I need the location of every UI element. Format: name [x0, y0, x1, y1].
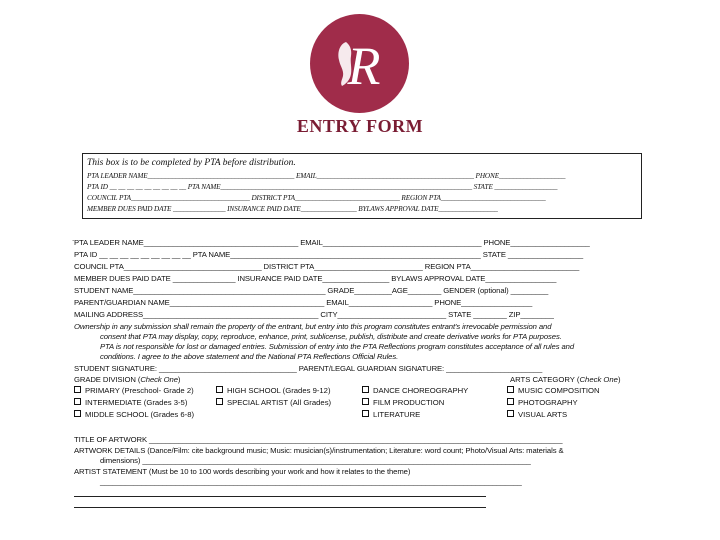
artist-statement-blank[interactable]: _____________________________________________________________________________________________________: [100, 477, 522, 486]
pta-box-line[interactable]: COUNCIL PTA__________________________________ DISTRICT PTA______________________________ REGION PTA______________________________: [87, 194, 546, 202]
stray-dot: .: [72, 235, 75, 243]
grade-option-special-artist[interactable]: SPECIAL ARTIST (All Grades): [216, 398, 331, 407]
reflections-logo: [310, 14, 409, 113]
page-title: ENTRY FORM: [296, 116, 424, 136]
statement-rule[interactable]: [74, 507, 486, 508]
checkbox[interactable]: [216, 398, 223, 405]
arts-option-photography[interactable]: PHOTOGRAPHY: [507, 398, 578, 407]
checkbox[interactable]: [362, 410, 369, 417]
signature-line[interactable]: STUDENT SIGNATURE: _________________________________ PARENT/LEGAL GUARDIAN SIGNATURE: _______________________: [74, 364, 543, 373]
title-of-artwork-line[interactable]: TITLE OF ARTWORK ___________________________________________________________________________________________________: [74, 435, 563, 444]
reflections-logo-graphic: [310, 14, 409, 113]
grade-option-middle-school[interactable]: MIDDLE SCHOOL (Grades 6-8): [74, 410, 194, 419]
grade-option-high-school[interactable]: HIGH SCHOOL (Grades 9-12): [216, 386, 331, 395]
checkbox[interactable]: [74, 398, 81, 405]
parent-guardian-line[interactable]: PARENT/GUARDIAN NAME_____________________________________ EMAIL____________________ PHONE_________________: [74, 298, 533, 307]
grade-option-primary[interactable]: PRIMARY (Preschool- Grade 2): [74, 386, 194, 395]
checkbox[interactable]: [362, 398, 369, 405]
checkbox[interactable]: [74, 410, 81, 417]
checkbox[interactable]: [216, 386, 223, 393]
checkbox[interactable]: [362, 386, 369, 393]
mailing-address-line[interactable]: MAILING ADDRESS__________________________________________ CITY__________________________ STATE ________ ZIP________: [74, 310, 554, 319]
consent-text-1: Ownership in any submission shall remain the property of the entrant, but entry into this program constitutes entrant's irrevocable permission and: [74, 322, 552, 331]
arts-option-music[interactable]: MUSIC COMPOSITION: [507, 386, 600, 395]
checkbox[interactable]: [507, 386, 514, 393]
pta-id-line[interactable]: PTA ID __ __ __ __ __ __ __ __ __ PTA NAME____________________________________________________________ STATE __________________: [74, 250, 584, 259]
artist-statement-label: ARTIST STATEMENT (Must be 10 to 100 words describing your work and how it relates to the theme): [74, 467, 411, 476]
pta-box-line[interactable]: PTA ID __ __ __ __ __ __ __ __ __ PTA NAME________________________________________________________________________ STATE __________________: [87, 183, 558, 191]
checkbox[interactable]: [507, 398, 514, 405]
arts-option-visual-arts[interactable]: VISUAL ARTS: [507, 410, 567, 419]
pta-box-heading: This box is to be completed by PTA before distribution.: [87, 158, 296, 168]
consent-text-3: PTA is not responsible for lost or damaged entries. Submission of entry into the PTA Reflections program constitutes acceptance of all rules and: [100, 342, 574, 351]
pta-completion-box: [82, 153, 642, 219]
arts-category-label: ARTS CATEGORY (Check One): [510, 375, 621, 384]
consent-text-2: consent that PTA may display, copy, reproduce, enhance, print, sublicense, publish, distribute and create derivative works for PTA purposes.: [100, 332, 562, 341]
grade-option-intermediate[interactable]: INTERMEDIATE (Grades 3-5): [74, 398, 187, 407]
council-pta-line[interactable]: COUNCIL PTA_________________________________ DISTRICT PTA__________________________ REGION PTA__________________________: [74, 262, 580, 271]
arts-option-dance[interactable]: DANCE CHOREOGRAPHY: [362, 386, 468, 395]
arts-option-film[interactable]: FILM PRODUCTION: [362, 398, 444, 407]
consent-text-4: conditions. I agree to the above statement and the National PTA Reflections Official Rules.: [100, 352, 399, 361]
student-name-line[interactable]: STUDENT NAME______________________________________________ GRADE_________AGE________ GENDER (optional) _________: [74, 286, 549, 295]
checkbox[interactable]: [507, 410, 514, 417]
artwork-details-line-1[interactable]: ARTWORK DETAILS (Dance/Film: cite background music; Music: musician(s)/instrumentation; Literature: word count; Photo/Visual Arts: materials &: [74, 446, 564, 455]
grade-division-label: GRADE DIVISION (Check One): [74, 375, 181, 384]
artwork-details-line-2[interactable]: dimensions) _____________________________________________________________________________________________: [100, 456, 531, 465]
arts-option-literature[interactable]: LITERATURE: [362, 410, 420, 419]
pta-box-line[interactable]: MEMBER DUES PAID DATE _______________ INSURANCE PAID DATE________________ BYLAWS APPROVAL DATE_________________: [87, 205, 498, 213]
member-dues-line[interactable]: MEMBER DUES PAID DATE _______________ INSURANCE PAID DATE________________ BYLAWS APPROVAL DATE_________________: [74, 274, 557, 283]
pta-box-line[interactable]: PTA LEADER NAME__________________________________________ EMAIL_____________________________________________ PHONE___________________: [87, 172, 566, 180]
logo-letter: R: [347, 36, 381, 96]
pta-leader-line[interactable]: PTA LEADER NAME_____________________________________ EMAIL______________________________________ PHONE___________________: [74, 238, 590, 247]
statement-rule[interactable]: [74, 496, 486, 497]
checkbox[interactable]: [74, 386, 81, 393]
